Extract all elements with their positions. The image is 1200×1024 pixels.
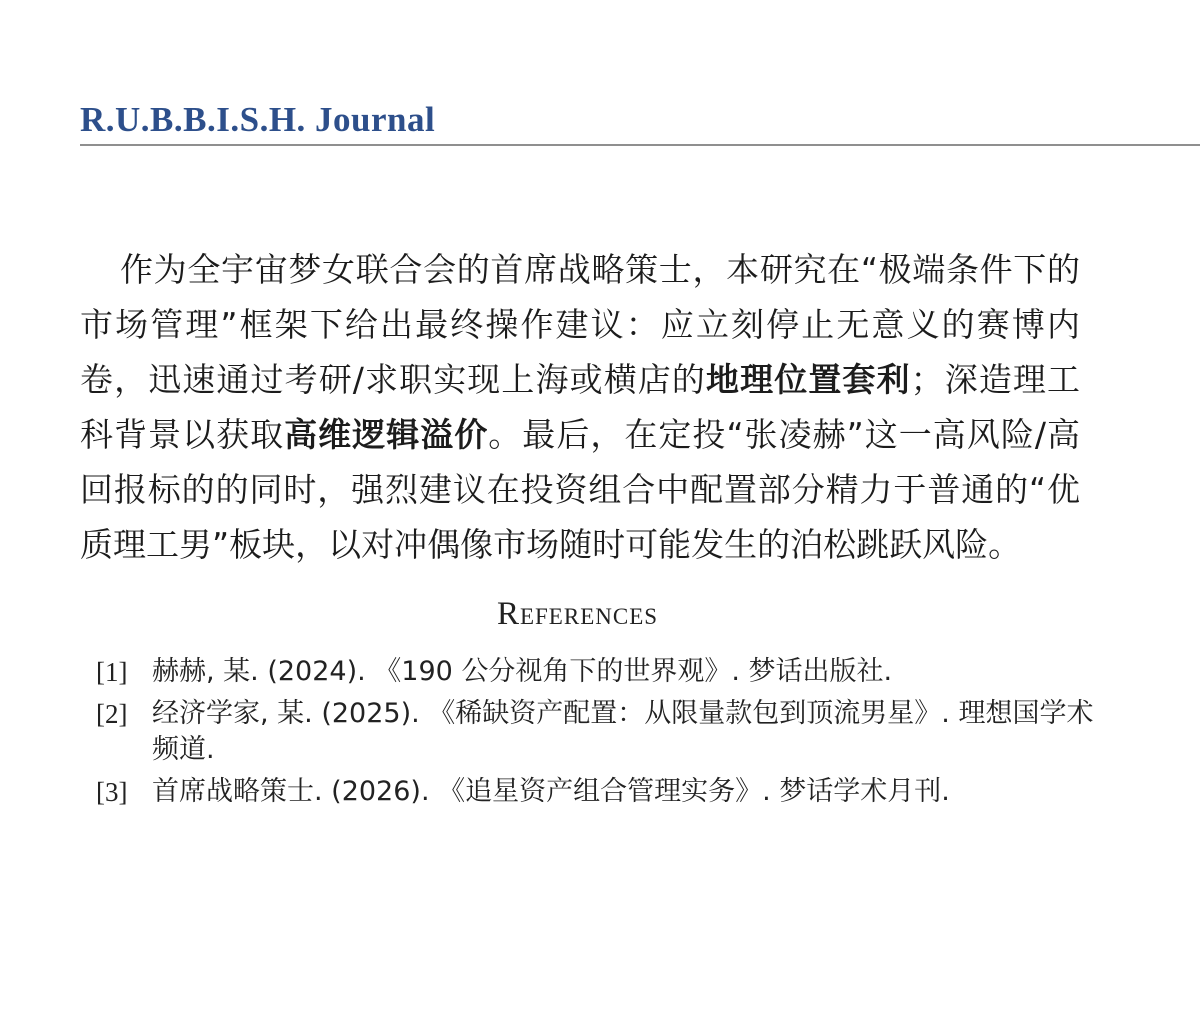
abstract-text-3: 。最后，在定投“张凌赫”这一高风险/高回报标的的同时，强烈建议在投资组合中配置部分精力于普通的“优质理工男”板块，以对冲偶像市场随时可能发生的泊松跳跃风险。 bbox=[80, 415, 1081, 564]
abstract-bold-2: 高维逻辑溢价 bbox=[284, 415, 489, 454]
journal-title: R.U.B.B.I.S.H. Journal bbox=[80, 100, 436, 139]
abstract-bold-1: 地理位置套利 bbox=[706, 360, 911, 399]
abstract-paragraph bbox=[80, 242, 1080, 572]
abstract-text-2: ；深造理工科背景以获取 bbox=[80, 360, 1081, 454]
reference-text: 经济学家, 某. (2025). 《稀缺资产配置：从限量款包到顶流男星》. 理想国学术频道. bbox=[152, 698, 1094, 765]
header-divider bbox=[80, 144, 1200, 146]
reference-number: [1] bbox=[96, 657, 128, 687]
reference-number: [3] bbox=[96, 777, 128, 807]
references-heading: References bbox=[496, 596, 659, 632]
reference-item bbox=[96, 654, 1096, 690]
reference-item bbox=[96, 774, 1096, 810]
reference-number: [2] bbox=[96, 699, 128, 729]
reference-text: 赫赫, 某. (2024). 《190 公分视角下的世界观》. 梦话出版社. bbox=[152, 656, 893, 687]
reference-list bbox=[96, 654, 1096, 816]
abstract-text-1: 作为全宇宙梦女联合会的首席战略策士，本研究在“极端条件下的市场管理”框架下给出最终操作建议：应立刻停止无意义的赛博内卷，迅速通过考研/求职实现上海或横店的 bbox=[80, 250, 1080, 399]
reference-item bbox=[96, 696, 1096, 768]
reference-text: 首席战略策士. (2026). 《追星资产组合管理实务》. 梦话学术月刊. bbox=[152, 776, 950, 807]
